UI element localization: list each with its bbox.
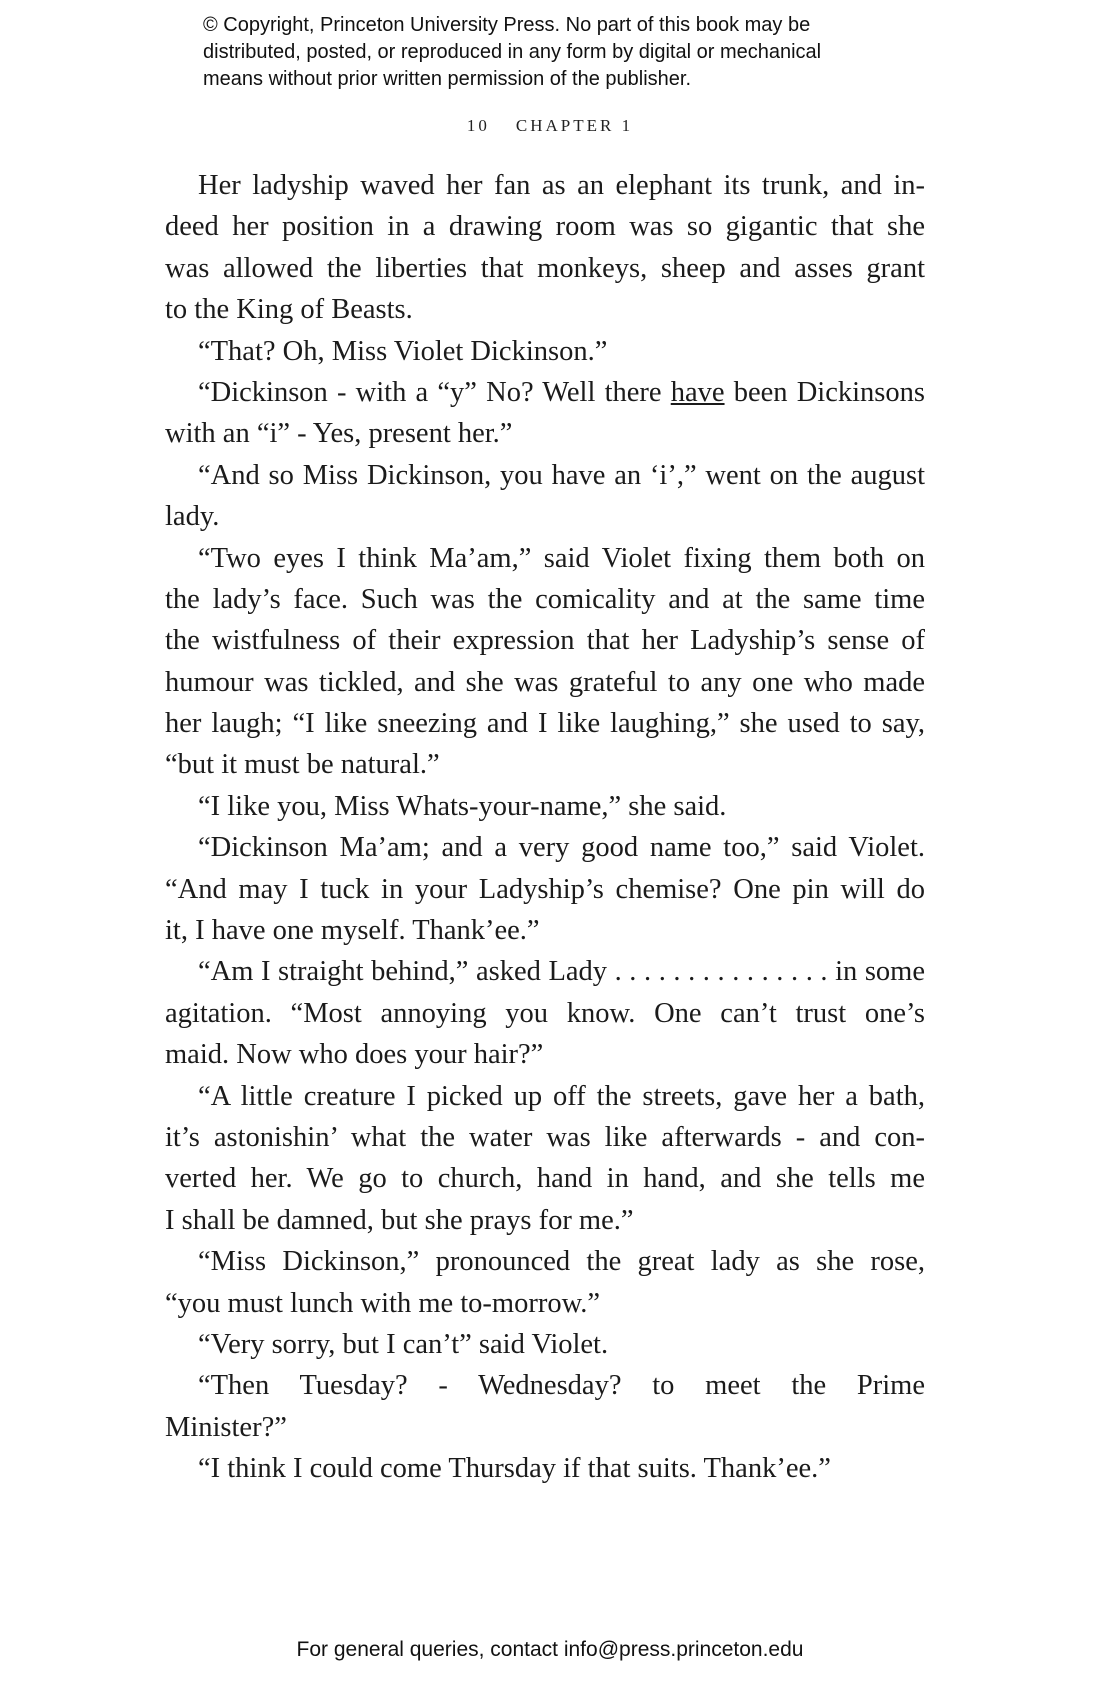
text-line: maid. Now who does your hair?” <box>165 1039 544 1071</box>
text-line: with an “i” - Yes, present her.” <box>165 418 513 450</box>
text-line: the wistfulness of their expression that her Ladyship’s sense of <box>165 625 925 657</box>
text-line: “A little creature I picked up off the streets, gave her a bath, <box>198 1080 925 1112</box>
chapter-label: CHAPTER 1 <box>515 116 634 135</box>
text-line: “And may I tuck in your Ladyship’s chemise? One pin will do <box>165 873 925 905</box>
text-line: “I think I could come Thursday if that suits. Thank’ee.” <box>198 1453 831 1485</box>
text-line: I shall be damned, but she prays for me.” <box>165 1204 634 1236</box>
text-segment: “Dickinson - with a “y” No? Well there <box>198 376 671 408</box>
underlined-word: have <box>670 376 725 408</box>
running-head <box>0 116 1100 136</box>
footer-contact: For general queries, contact info@press.princeton.edu <box>296 1638 804 1661</box>
text-line: lady. <box>165 501 220 533</box>
page-number: 10 <box>466 116 490 135</box>
text-line: “Very sorry, but I can’t” said Violet. <box>198 1328 609 1360</box>
text-line: Her ladyship waved her fan as an elephant its trunk, and in- <box>198 170 925 201</box>
text-line: the lady’s face. Such was the comicality and at the same time <box>165 583 925 615</box>
text-line: “but it must be natural.” <box>165 749 440 781</box>
text-line: “That? Oh, Miss Violet Dickinson.” <box>198 335 608 367</box>
text-line: “you must lunch with me to-morrow.” <box>165 1287 601 1319</box>
text-line: “Dickinson Ma’am; and a very good name too,” said Violet. <box>198 832 925 864</box>
text-line: it, I have one myself. Thank’ee.” <box>165 915 540 947</box>
copyright-notice <box>203 12 963 93</box>
copyright-line: © Copyright, Princeton University Press. No part of this book may be <box>203 14 811 36</box>
text-line: her laugh; “I like sneezing and I like laughing,” she used to say, <box>165 708 925 740</box>
text-line: it’s astonishin’ what the water was like afterwards - and con- <box>165 1121 925 1153</box>
text-segment: been Dickinsons <box>724 376 925 408</box>
text-line: to the King of Beasts. <box>165 294 413 326</box>
text-line: verted her. We go to church, hand in hand, and she tells me <box>165 1163 925 1195</box>
text-line: deed her position in a drawing room was so gigantic that she <box>165 211 925 243</box>
text-line: Minister?” <box>165 1411 287 1443</box>
text-line: was allowed the liberties that monkeys, sheep and asses grant <box>165 252 925 284</box>
text-line: “And so Miss Dickinson, you have an ‘i’,” went on the august <box>198 459 925 491</box>
copyright-line: distributed, posted, or reproduced in any form by digital or mechanical <box>203 41 822 63</box>
text-line <box>165 372 925 413</box>
copyright-line: means without prior written permission of the publisher. <box>203 68 692 90</box>
text-line: agitation. “Most annoying you know. One can’t trust one’s <box>165 997 925 1029</box>
text-line: “Two eyes I think Ma’am,” said Violet fixing them both on <box>198 542 925 574</box>
text-line: humour was tickled, and she was grateful to any one who made <box>165 666 925 698</box>
text-line: “Then Tuesday? - Wednesday? to meet the Prime <box>198 1370 925 1402</box>
text-line: “Miss Dickinson,” pronounced the great lady as she rose, <box>198 1246 925 1278</box>
text-line: “I like you, Miss Whats-your-name,” she said. <box>198 790 727 822</box>
text-line: “Am I straight behind,” asked Lady . . . . . . . . . . . . . . . in some <box>198 956 925 988</box>
book-text <box>165 165 925 1490</box>
